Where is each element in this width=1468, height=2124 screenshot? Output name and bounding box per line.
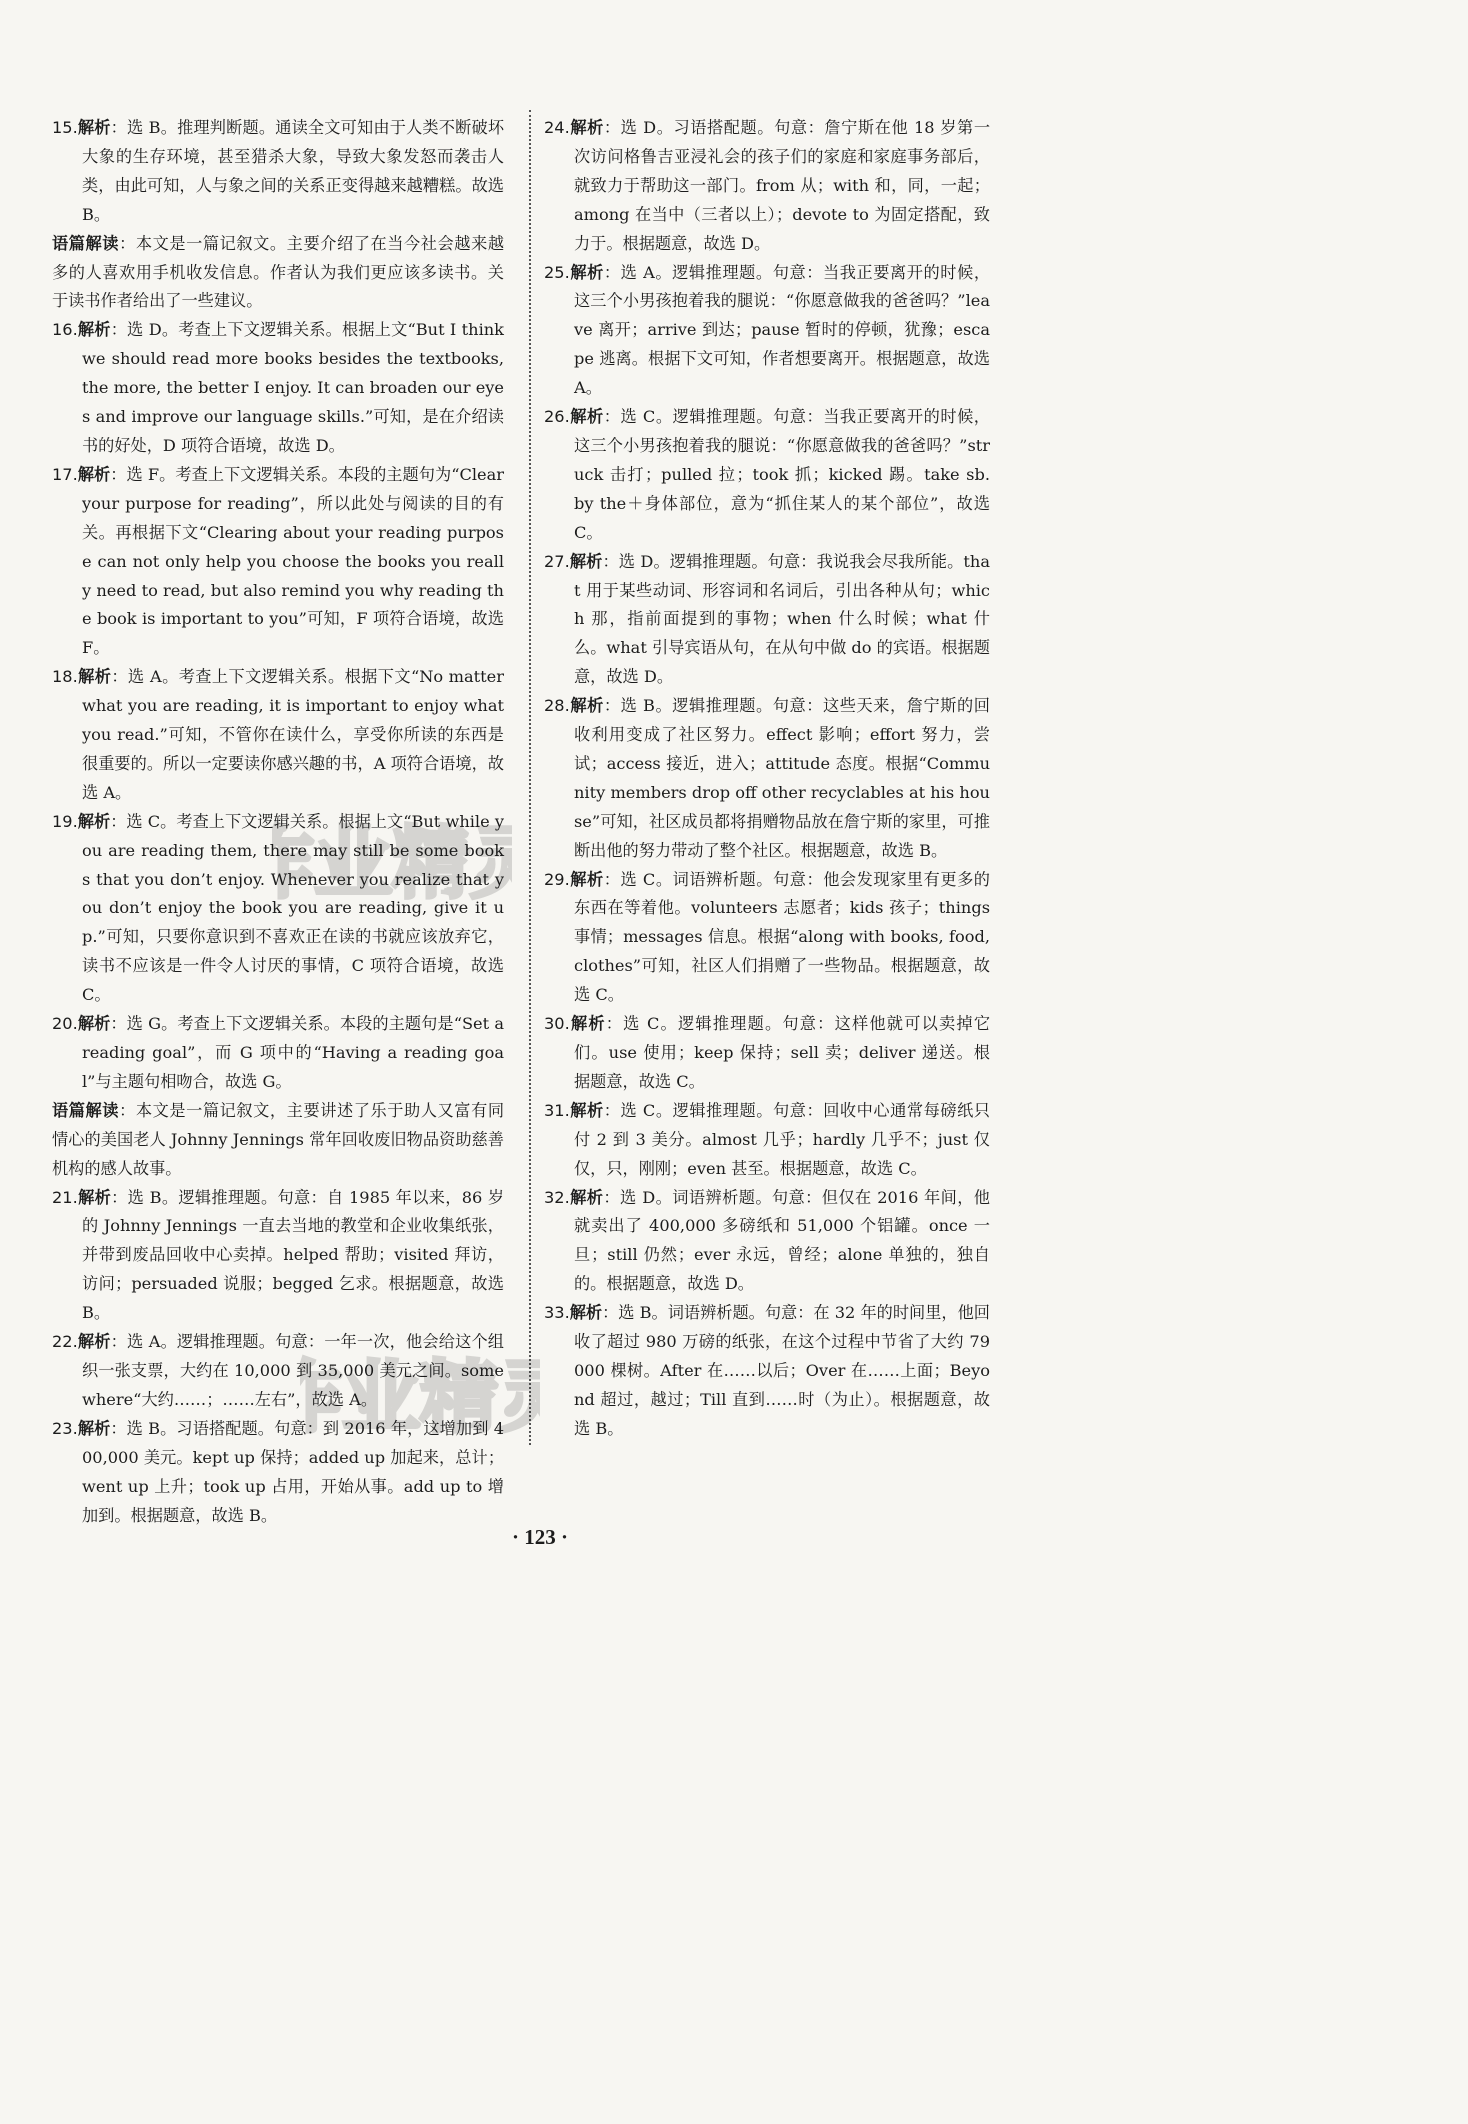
analysis-label: 解析 (569, 696, 604, 716)
answer-item (52, 316, 504, 461)
item-number: 26. (544, 407, 570, 427)
item-number: 28. (544, 696, 570, 716)
answer-item (544, 866, 990, 1011)
analysis-text: ：选 A。逻辑推理题。句意：一年一次，他会给这个组织一张支票，大约在 10,000 到 35,000 美元之间。somewhere“大约……；……左右”，故选 A。 (82, 1332, 504, 1409)
column-divider (529, 110, 531, 1445)
analysis-label: 解析 (569, 551, 603, 571)
answer-item (544, 1097, 990, 1184)
analysis-label: 解析 (77, 118, 111, 137)
answer-item (52, 1010, 504, 1097)
item-number: 27. (544, 551, 570, 571)
answer-item (52, 461, 504, 663)
page-number: · 123 · (511, 1525, 568, 1549)
item-number: 19. (52, 811, 78, 831)
item-number: 20. (52, 1014, 78, 1034)
analysis-label: 解析 (569, 1100, 604, 1120)
analysis-label: 解析 (77, 1332, 111, 1352)
analysis-label: 解析 (569, 1187, 604, 1207)
analysis-text: ：选 B。逻辑推理题。句意：自 1985 年以来，86 岁的 Johnny Jennings 一直去当地的教堂和企业收集纸张，并带到废品回收中心卖掉。helped 帮助；visited 拜访，访问；persuaded 说服；begged 乞求。根据题意，故选 B。 (82, 1187, 505, 1323)
answer-item (52, 1184, 504, 1329)
answer-item (52, 808, 504, 1010)
passage-text: ：本文是一篇记叙文。主要介绍了在当今社会越来越多的人喜欢用手机收发信息。作者认为我们更应该多读书。关于读书作者给出了一些建议。 (52, 233, 505, 311)
svg-text:作业精灵: 作业精灵 (272, 819, 512, 909)
analysis-text: ：选 B。推理判断题。通读全文可知由于人类不断破坏大象的生存环境，甚至猎杀大象，导致大象发怒而袭击人类，由此可知，人与象之间的关系正变得越来越糟糕。故选 B。 (82, 118, 505, 224)
analysis-text: ：选 G。考查上下文逻辑关系。本段的主题句是“Set a reading goal”，而 G 项中的“Having a reading goal”与主题句相吻合，故选 G。 (82, 1014, 505, 1091)
item-number: 21. (52, 1187, 78, 1207)
analysis-label: 解析 (77, 1014, 111, 1034)
item-number: 22. (52, 1332, 78, 1352)
answer-item (544, 403, 990, 548)
analysis-text: ：选 D。词语辨析题。句意：但仅在 2016 年间，他就卖出了 400,000 多磅纸和 51,000 个铝罐。once 一旦；still 仍然；ever 永远，曾经；alone 单独的，独自的。根据题意，故选 D。 (574, 1187, 990, 1294)
answer-item (52, 1415, 504, 1531)
analysis-text: ：选 C。考查上下文逻辑关系。根据上文“But while you are reading them, there may still be some books that you don’t enjoy. Whenever you realize that you don’t enjoy the book you are reading, give it up.”可知，只要你意识到不喜欢正在读的书就应该放弃它，读书不应该是一件令人讨厌的事情，C 项符合语境，故选 C。 (82, 811, 504, 1005)
analysis-text: ：选 B。逻辑推理题。句意：这些天来，詹宁斯的回收利用变成了社区努力。effect 影响；effort 努力，尝试；access 接近，进入；attitude 态度。根据“Community members drop off other recyclables at his house”可知，社区成员都将捐赠物品放在詹宁斯的家里，可推断出他的努力带动了整个社区。根据题意，故选 B。 (574, 696, 990, 860)
item-number: 17. (52, 464, 78, 484)
passage-summary (52, 1097, 504, 1184)
analysis-label: 解析 (77, 811, 111, 831)
right-column (544, 114, 990, 1444)
item-number: 33. (544, 1303, 570, 1323)
answer-item (52, 1328, 504, 1415)
item-number: 23. (52, 1418, 78, 1438)
svg-text:作业精灵: 作业精灵 (300, 1353, 540, 1443)
analysis-text: ：选 C。逻辑推理题。句意：这样他就可以卖掉它们。use 使用；keep 保持；sell 卖；deliver 递送。根据题意，故选 C。 (574, 1014, 991, 1091)
analysis-text: ：选 D。考查上下文逻辑关系。根据上文“But I think we should read more books besides the textbooks, the more, the better I enjoy. It can broaden our eyes and improve our language skills.”可知，是在介绍读书的好处，D 项符合语境，故选 D。 (82, 320, 504, 455)
analysis-label: 解析 (569, 407, 604, 427)
analysis-label: 解析 (569, 1014, 606, 1034)
left-column (52, 114, 504, 1530)
analysis-label: 解析 (77, 1187, 112, 1207)
item-number: 24. (544, 118, 570, 137)
item-number: 30. (544, 1014, 570, 1034)
answer-item (544, 259, 990, 404)
passage-summary (52, 230, 504, 317)
analysis-text: ：选 D。习语搭配题。句意：詹宁斯在他 18 岁第一次访问格鲁吉亚浸礼会的孩子们的家庭和家庭事务部后，就致力于帮助这一部门。from 从；with 和，同，一起；among 在当中（三者以上）；devote to 为固定搭配，致力于。根据题意，故选 D。 (574, 118, 991, 253)
analysis-text: ：选 D。逻辑推理题。句意：我说我会尽我所能。that 用于某些动词、形容词和名词后，引出各种从句；which 那，指前面提到的事物；when 什么时候；what 什么。what 引导宾语从句，在从句中做 do 的宾语。根据题意，故选 D。 (574, 551, 990, 687)
passage-label: 语篇解读 (52, 233, 120, 253)
analysis-text: ：选 C。词语辨析题。句意：他会发现家里有更多的东西在等着他。volunteers 志愿者；kids 孩子；things 事情；messages 信息。根据“along with books, food, clothes”可知，社区人们捐赠了一些物品。根据题意，故选 C。 (574, 869, 990, 1005)
answer-item (52, 114, 504, 230)
passage-label: 语篇解读 (52, 1100, 120, 1120)
item-number: 32. (544, 1187, 570, 1207)
analysis-label: 解析 (569, 118, 604, 137)
analysis-label: 解析 (77, 667, 112, 687)
answer-item (544, 1010, 990, 1097)
item-number: 31. (544, 1100, 570, 1120)
item-number: 25. (544, 262, 570, 282)
analysis-label: 解析 (77, 320, 111, 340)
analysis-label: 解析 (569, 1303, 603, 1323)
analysis-text: ：选 C。逻辑推理题。句意：回收中心通常每磅纸只付 2 到 3 美分。almost 几乎；hardly 几乎不；just 仅仅，只，刚刚；even 甚至。根据题意，故选 C。 (574, 1100, 990, 1178)
answer-item (544, 692, 990, 865)
analysis-label: 解析 (77, 1418, 111, 1438)
answer-item (544, 1299, 990, 1444)
analysis-text: ：选 B。词语辨析题。句意：在 32 年的时间里，他回收了超过 980 万磅的纸张，在这个过程中节省了大约 79000 棵树。After 在……以后；Over 在……上面；Beyond 超过，越过；Till 直到……时（为止）。根据题意，故选 B。 (574, 1303, 990, 1438)
answer-item (544, 1184, 990, 1300)
analysis-label: 解析 (569, 262, 604, 282)
analysis-label: 解析 (77, 464, 111, 484)
analysis-text: ：选 B。习语搭配题。句意：到 2016 年，这增加到 400,000 美元。kept up 保持；added up 加起来，总计；went up 上升；took up 占用，开始从事。add up to 增加到。根据题意，故选 B。 (82, 1418, 504, 1525)
answer-item (52, 663, 504, 808)
passage-text: ：本文是一篇记叙文，主要讲述了乐于助人又富有同情心的美国老人 Johnny Jennings 常年回收废旧物品资助慈善机构的感人故事。 (52, 1100, 505, 1178)
item-number: 16. (52, 320, 78, 340)
answer-item (544, 114, 990, 259)
analysis-text: ：选 F。考查上下文逻辑关系。本段的主题句为“Clear your purpose for reading”，所以此处与阅读的目的有关。再根据下文“Clearing about your reading purpose can not only help you choose the books you really need to read, but also remind you why reading the book is important to you”可知，F 项符合语境，故选 F。 (82, 464, 505, 658)
item-number: 15. (52, 118, 78, 137)
analysis-label: 解析 (569, 869, 604, 889)
item-number: 18. (52, 667, 78, 687)
analysis-text: ：选 C。逻辑推理题。句意：当我正要离开的时候，这三个小男孩抱着我的腿说：“你愿意做我的爸爸吗？”struck 击打；pulled 拉；took 抓；kicked 踢。take sb. by the＋身体部位，意为“抓住某人的某个部位”，故选 C。 (574, 407, 990, 542)
analysis-text: ：选 A。考查上下文逻辑关系。根据下文“No matter what you are reading, it is important to enjoy what you read.”可知，不管你在读什么，享受你所读的东西是很重要的。所以一定要读你感兴趣的书，A 项符合语境，故选 A。 (82, 667, 504, 802)
analysis-text: ：选 A。逻辑推理题。句意：当我正要离开的时候，这三个小男孩抱着我的腿说：“你愿意做我的爸爸吗？”leave 离开；arrive 到达；pause 暂时的停顿，犹豫；escape 逃离。根据下文可知，作者想要离开。根据题意，故选 A。 (574, 262, 991, 398)
item-number: 29. (544, 869, 570, 889)
answer-item (544, 548, 990, 693)
